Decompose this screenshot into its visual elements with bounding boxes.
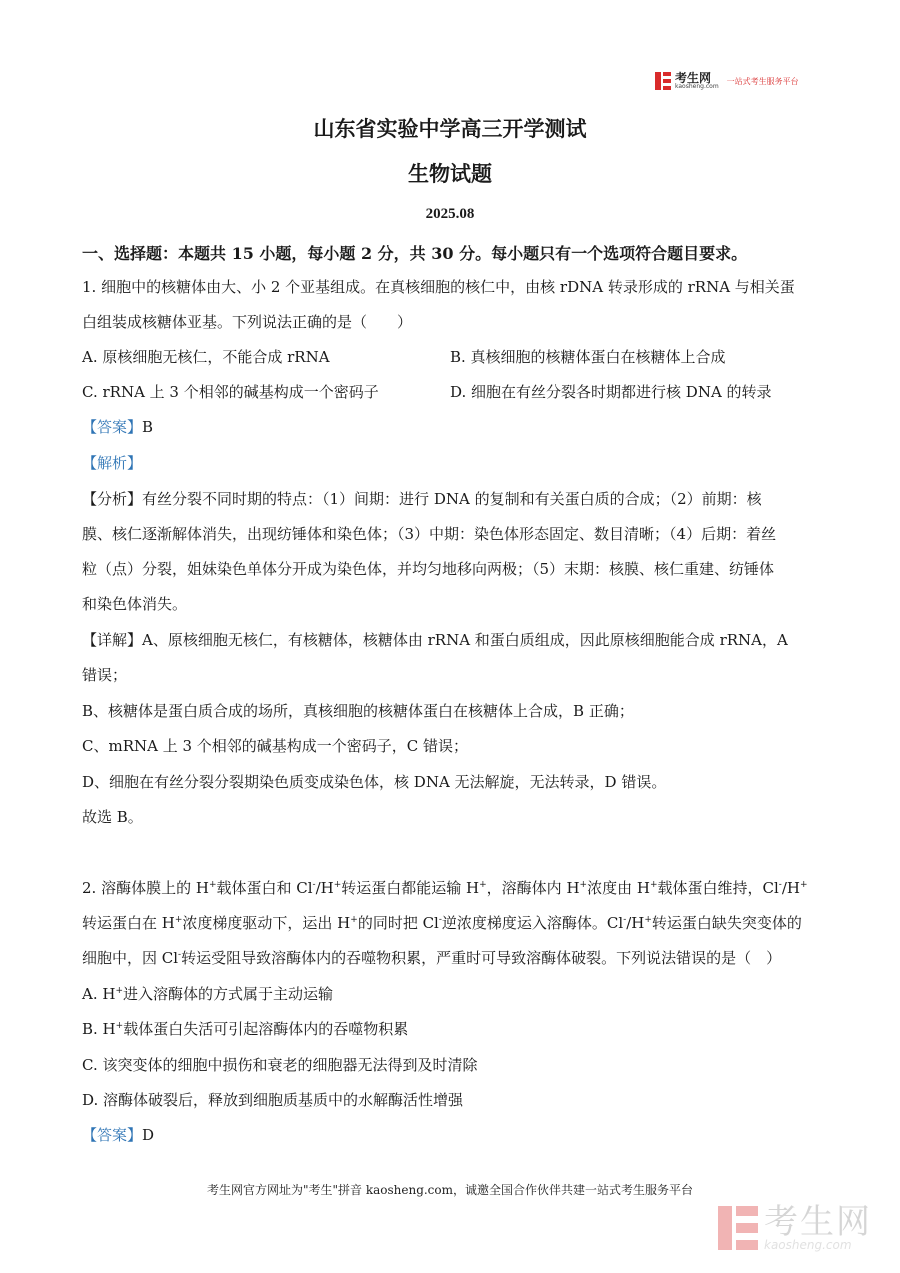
site-logo xyxy=(655,72,799,90)
answer-tag: 【答案】 xyxy=(82,1126,143,1144)
q2-stem-line3: 细胞中，因 Cl-转运受阻导致溶酶体内的吞噬物积累，严重时可导致溶酶体破裂。下列说法错误的是（ ） xyxy=(82,949,782,967)
logo-name: 考生网 xyxy=(675,71,712,85)
q1-detail-line5: D、细胞在有丝分裂分裂期染色质变成染色体，核 DNA 无法解旋，无法转录，D 错误。 xyxy=(82,773,667,791)
watermark-url: kaosheng.com xyxy=(764,1238,852,1252)
q2-option-b: B. H+载体蛋白失活可引起溶酶体内的吞噬物积累 xyxy=(82,1020,409,1038)
q1-stem-line2: 白组装成核糖体亚基。下列说法正确的是（ ） xyxy=(82,313,413,331)
q1-stem-line1: 1. 细胞中的核糖体由大、小 2 个亚基组成。在真核细胞的核仁中，由核 rDNA 转录形成的 rRNA 与相关蛋 xyxy=(82,278,795,296)
q1-option-c: C. rRNA 上 3 个相邻的碱基构成一个密码子 xyxy=(82,383,379,401)
answer-value: D xyxy=(142,1126,155,1144)
watermark xyxy=(718,1202,872,1252)
logo-slogan: 一站式考生服务平台 xyxy=(726,76,799,86)
answer-value: B xyxy=(142,418,154,436)
subject-title: 生物试题 xyxy=(408,161,492,186)
watermark-name: 考生网 xyxy=(764,1202,872,1242)
q1-answer xyxy=(82,416,153,437)
q2-option-c: C. 该突变体的细胞中损伤和衰老的细胞器无法得到及时清除 xyxy=(82,1056,478,1074)
q2-stem-line2: 转运蛋白在 H+浓度梯度驱动下，运出 H+的同时把 Cl-逆浓度梯度运入溶酶体。Cl-/H+转运蛋白缺失突变体的 xyxy=(82,914,802,932)
q2-answer xyxy=(82,1124,154,1145)
detail-tag: 【详解】 xyxy=(82,631,143,649)
q1-option-b: B. 真核细胞的核糖体蛋白在核糖体上合成 xyxy=(450,348,726,366)
logo-url: kaosheng.com xyxy=(675,83,719,90)
fenxi-tag: 【分析】 xyxy=(82,490,143,508)
q1-option-d: D. 细胞在有丝分裂各时期都进行核 DNA 的转录 xyxy=(450,383,772,401)
q2-stem-line1: 2. 溶酶体膜上的 H+载体蛋白和 Cl-/H+转运蛋白都能运输 H+，溶酶体内 H+浓度由 H+载体蛋白维持，Cl-/H+ xyxy=(82,879,808,897)
section-heading: 一、选择题：本题共 15 小题，每小题 2 分，共 30 分。每小题只有一个选项符合题目要求。 xyxy=(82,244,748,263)
q1-detail-line4: C、mRNA 上 3 个相邻的碱基构成一个密码子，C 错误； xyxy=(82,737,469,755)
exam-date: 2025.08 xyxy=(425,206,475,222)
exam-title: 山东省实验中学高三开学测试 xyxy=(313,116,587,141)
q1-conclusion: 故选 B。 xyxy=(82,808,143,826)
q1-fenxi-line1: 【分析】有丝分裂不同时期的特点：（1）间期：进行 DNA 的复制和有关蛋白质的合成；（2）前期：核 xyxy=(82,490,762,508)
analysis-tag: 【解析】 xyxy=(82,454,143,472)
q1-fenxi-line4: 和染色体消失。 xyxy=(82,595,188,613)
q1-detail-line2: 错误； xyxy=(82,666,128,684)
q2-option-a: A. H+进入溶酶体的方式属于主动运输 xyxy=(82,985,334,1003)
q2-option-d: D. 溶酶体破裂后，释放到细胞质基质中的水解酶活性增强 xyxy=(82,1091,464,1109)
answer-tag: 【答案】 xyxy=(82,418,143,436)
q1-detail-line3: B、核糖体是蛋白质合成的场所，真核细胞的核糖体蛋白在核糖体上合成，B 正确； xyxy=(82,702,634,720)
watermark-logo-icon xyxy=(718,1206,758,1250)
q1-fenxi-line2: 膜、核仁逐渐解体消失，出现纺锤体和染色体；（3）中期：染色体形态固定、数目清晰；（4）后期：着丝 xyxy=(82,525,777,543)
q1-option-a: A. 原核细胞无核仁，不能合成 rRNA xyxy=(82,348,330,366)
page-footer: 考生网官方网址为"考生"拼音 kaosheng.com，诚邀全国合作伙伴共建一站式考生服务平台 xyxy=(206,1183,694,1197)
q1-fenxi-line3: 粒（点）分裂，姐妹染色单体分开成为染色体，并均匀地移向两极；（5）末期：核膜、核仁重建、纺锤体 xyxy=(82,560,775,578)
q1-detail-line1: 【详解】A、原核细胞无核仁，有核糖体，核糖体由 rRNA 和蛋白质组成，因此原核细胞能合成 rRNA，A xyxy=(82,631,788,649)
logo-icon xyxy=(655,72,671,90)
